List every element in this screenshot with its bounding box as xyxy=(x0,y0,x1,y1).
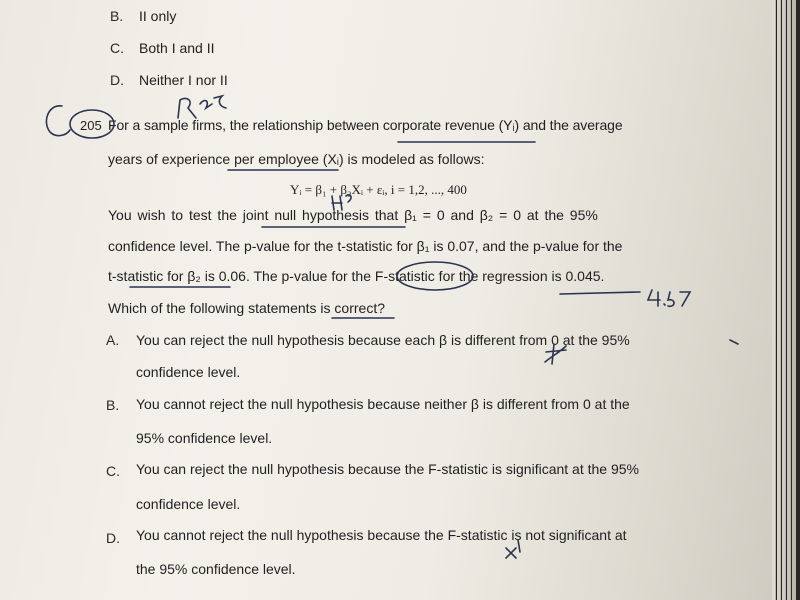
answer-a-line-2: confidence level. xyxy=(136,364,241,380)
answer-d-letter: D. xyxy=(106,530,120,546)
handwritten-answer-c xyxy=(46,106,70,136)
prev-option-c-text: Both I and II xyxy=(139,40,215,56)
prev-option-b-text: II only xyxy=(139,8,177,24)
answer-c-letter: C. xyxy=(106,463,120,479)
page-edge xyxy=(792,0,796,600)
answer-a-line-1: You can reject the null hypothesis because each β is different from 0 at the 95% xyxy=(136,332,630,348)
answer-b-line-1: You cannot reject the null hypothesis because neither β is different from 0 at the xyxy=(136,396,630,412)
prev-option-c-letter: C. xyxy=(110,40,124,56)
answer-d-line-2: the 95% confidence level. xyxy=(136,561,296,577)
answer-a-mark xyxy=(545,344,566,364)
answer-a-letter: A. xyxy=(106,332,120,348)
answer-c-line-1: You can reject the null hypothesis because the F-statistic is significant at the 95% xyxy=(136,461,639,477)
prev-option-d-letter: D. xyxy=(110,72,124,88)
prev-option-b-letter: B. xyxy=(110,8,124,24)
page-edge xyxy=(782,0,786,600)
answer-b-letter: B. xyxy=(106,397,120,413)
f-value-scribble xyxy=(648,290,690,306)
question-line-2: years of experience per employee (Xᵢ) is modeled as follows: xyxy=(108,151,485,167)
answer-c-line-2: confidence level. xyxy=(136,496,241,512)
question-line-6: Which of the following statements is correct? xyxy=(108,300,386,316)
question-line-3: You wish to test the joint null hypothesis that β₁ = 0 and β₂ = 0 at the 95% xyxy=(108,207,598,223)
answer-d-line-1: You cannot reject the null hypothesis because the F-statistic is not significant at xyxy=(136,527,627,543)
h0-scribble xyxy=(332,195,351,210)
question-number: 205 xyxy=(80,118,102,133)
prev-option-d-text: Neither I nor II xyxy=(139,72,228,88)
question-number-circle xyxy=(70,110,114,138)
page-edge xyxy=(777,0,781,600)
page-edge xyxy=(787,0,791,600)
circle-f-statistic xyxy=(397,262,473,290)
page-edge xyxy=(772,0,776,600)
question-line-4: confidence level. The p-value for the t-statistic for β₁ is 0.07, and the p-value for the xyxy=(108,238,623,254)
answer-b-line-2: 95% confidence level. xyxy=(136,430,273,446)
margin-note-scribble xyxy=(178,96,226,118)
question-line-5: t-statistic for β₂ is 0.06. The p-value for the F-statistic for the regression is 0.045. xyxy=(108,268,605,284)
regression-equation: Yᵢ = β₁ + β₂Xᵢ + εᵢ, i = 1,2, ..., 400 xyxy=(290,182,467,197)
underline-p-value xyxy=(560,292,640,294)
answer-d-mark xyxy=(506,540,520,558)
question-line-1: For a sample firms, the relationship between corporate revenue (Yᵢ) and the average xyxy=(108,117,623,133)
margin-dash xyxy=(730,340,738,344)
